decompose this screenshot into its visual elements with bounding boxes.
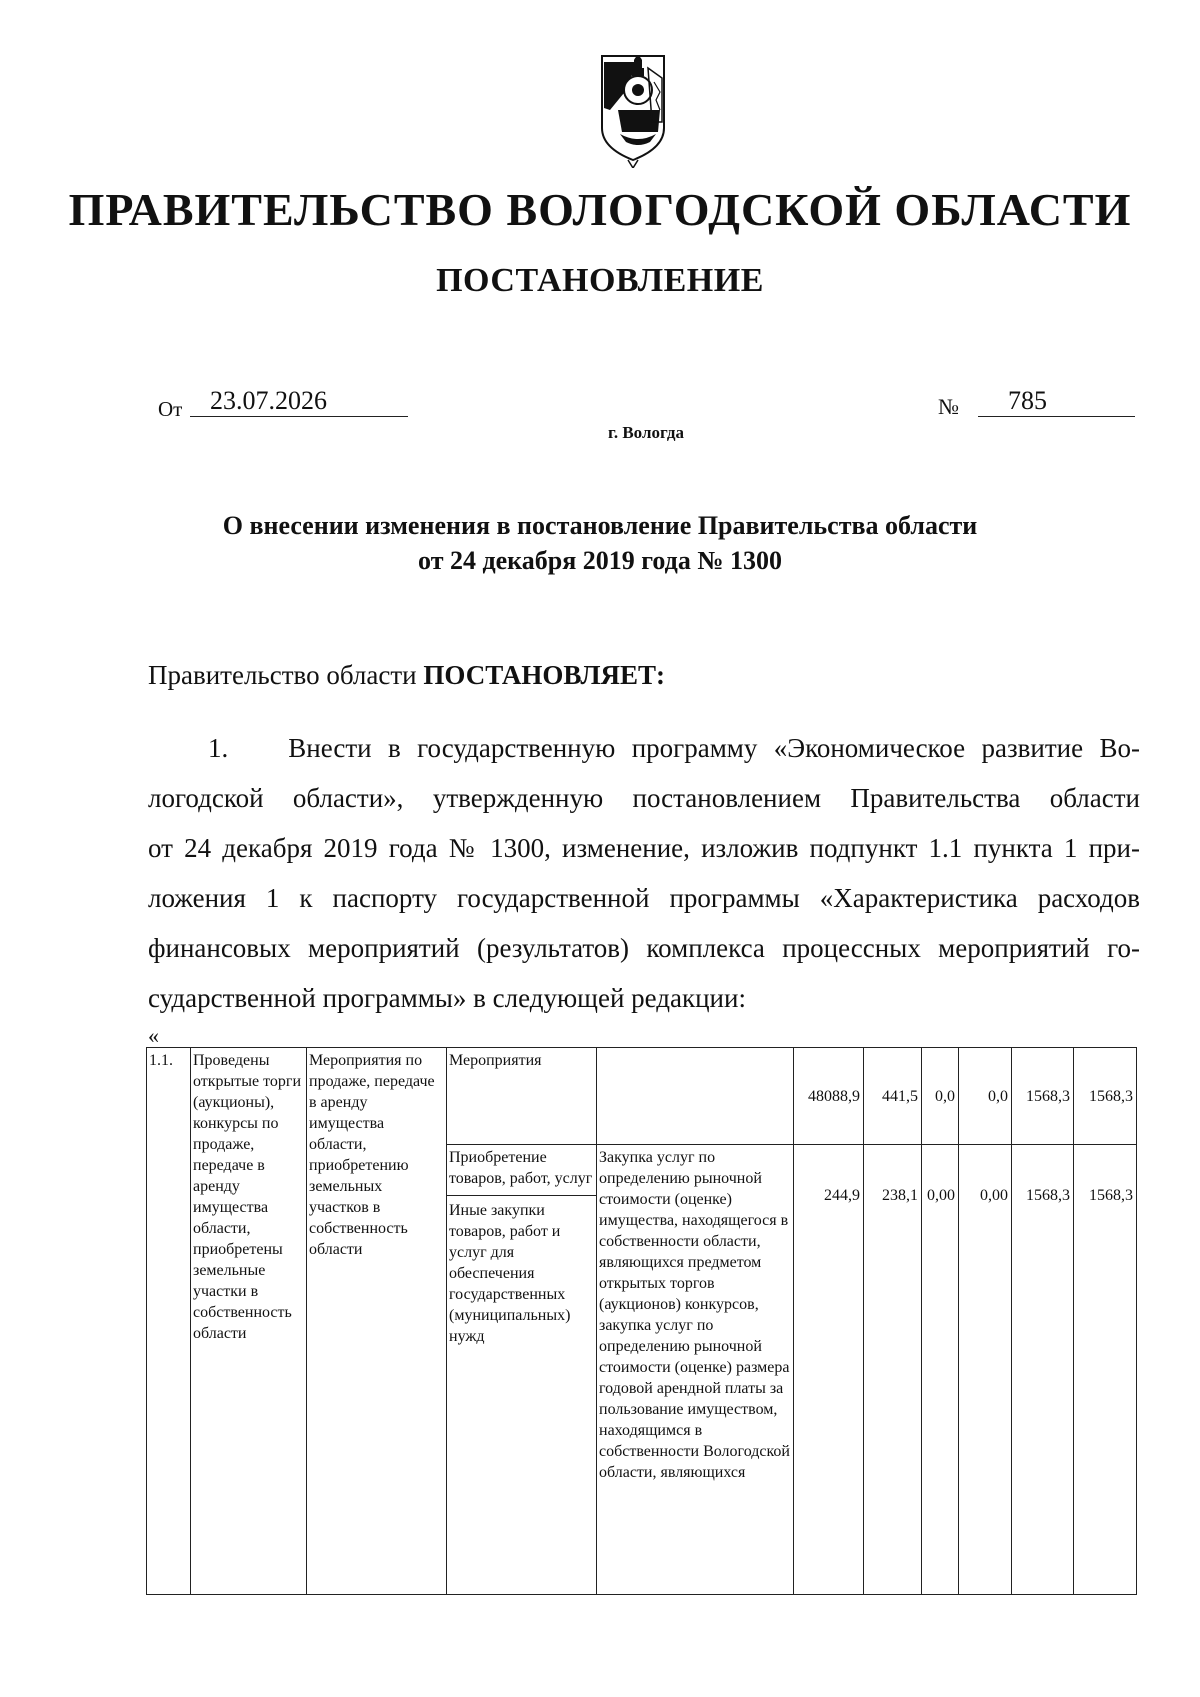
preamble-bold: ПОСТАНОВЛЯЕТ: [423,660,665,690]
value-cell: 0,00 [959,1145,1012,1595]
expenses-table [146,1047,1137,1595]
city: г. Вологда [608,423,684,442]
document-subject [150,508,1050,578]
preamble [148,660,665,691]
preamble-text: Правительство области [148,660,424,690]
body-paragraph-1 [148,723,1140,1023]
document-type: ПОСТАНОВЛЕНИЕ [436,262,764,299]
value-cell: 1568,3 [1074,1145,1137,1595]
body-line-6: сударственной программы» в следующей редакции: [148,983,746,1013]
expense-type-cell [447,1145,597,1595]
value-cell: 1568,3 [1012,1145,1074,1595]
value-cell: 1568,3 [1012,1048,1074,1145]
date-label: От [158,397,183,421]
value-cell: 0,0 [959,1048,1012,1145]
value-cell: 48088,9 [794,1048,864,1145]
opening-quote: « [148,1023,159,1048]
number-label: № [938,394,959,419]
document-number: 785 [978,386,1135,417]
vologda-coat-of-arms-icon [598,48,668,168]
subject-line-1: О внесении изменения в постановление Правительства области [222,511,978,540]
empty-description-cell [597,1048,794,1145]
row-number-cell: 1.1. [147,1048,191,1595]
document-date: 23.07.2026 [190,386,408,417]
value-cell: 1568,3 [1074,1048,1137,1145]
value-cell: 0,0 [922,1048,959,1145]
subject-line-2: от 24 декабря 2019 года № 1300 [418,546,782,575]
value-cell: 441,5 [864,1048,922,1145]
expense-type-2: Иные закупки товаров, работ и услуг для обеспечения государственных (муниципальных) нужд [447,1195,596,1347]
value-cell: 244,9 [794,1145,864,1595]
body-line-5: финансовых мероприятий (результатов) комплекса процессных мероприятий го- [148,933,1140,963]
value-cell: 0,00 [922,1145,959,1595]
value-cell: 238,1 [864,1145,922,1595]
result-cell: Проведены открытые торги (аукционы), конкурсы по продаже, передаче в аренду имущества области, приобретены земельные участки в собственность области [191,1048,307,1595]
body-line-3: от 24 декабря 2019 года № 1300, изменение, изложив подпункт 1.1 пункта 1 при- [148,833,1140,863]
event-cell: Мероприятия по продаже, передаче в аренду имущества области, приобретению земельных участков в собственность области [307,1048,447,1595]
type-header-cell: Мероприятия [447,1048,597,1145]
description-cell: Закупка услуг по определению рыночной стоимости (оценке) имущества, находящегося в собственности области, являющихся предметом открытых торгов (аукционов) конкурсов, закупка услуг по определению рыночной стоимости (оценке) размера годовой арендной платы за пользование имуществом, находящимся в собственности Вологодской области, являющихся [597,1145,794,1595]
organization-title: ПРАВИТЕЛЬСТВО ВОЛОГОДСКОЙ ОБЛАСТИ [68,184,1132,235]
body-line-2: логодской области», утвержденную постановлением Правительства области [148,783,1140,813]
expense-type-1: Приобретение товаров, работ, услуг [449,1149,593,1187]
body-line-4: ложения 1 к паспорту государственной программы «Характеристика расходов [148,883,1140,913]
table-row [147,1048,1137,1145]
item-number: 1. [208,733,229,763]
body-line-1: 1. Внести в государственную программу «Экономическое развитие Во- [208,733,1140,763]
